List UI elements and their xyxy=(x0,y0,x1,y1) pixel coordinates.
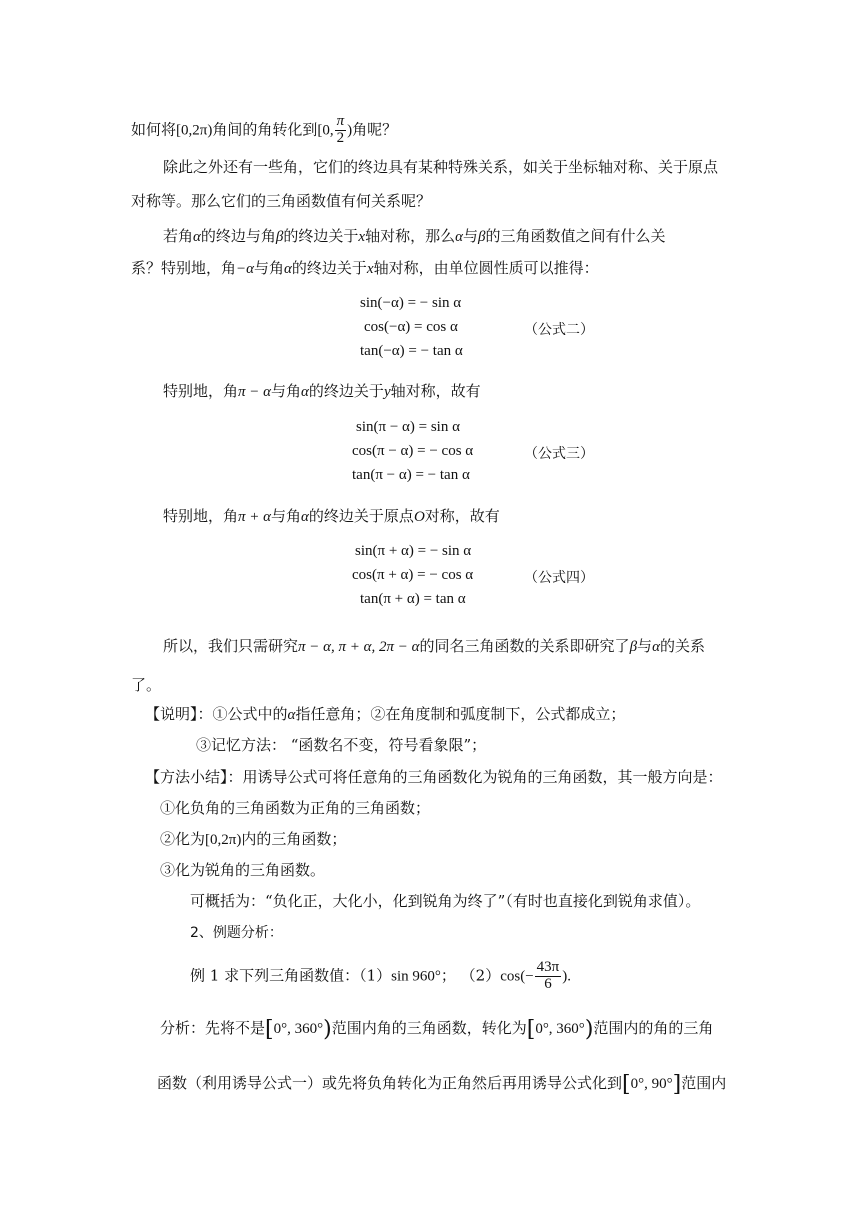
text: 范围内角的三角函数，转化为 xyxy=(331,1019,527,1037)
text: 指任意角；②在角度制和弧度制下，公式都成立； xyxy=(295,705,626,723)
range-0-90: 0°, 90° xyxy=(630,1076,673,1092)
text: 函数（利用诱导公式一）或先将负角转化为正角然后再用诱导公式化到 xyxy=(157,1074,623,1092)
formula-4-tan: tan(π + α) = tan α xyxy=(360,591,466,607)
text: 角间的角转化到 xyxy=(212,120,318,139)
alpha-symbol: α xyxy=(455,229,463,245)
formula-3-tan: tan(π − α) = − tan α xyxy=(352,467,470,483)
memory-method-line: ③记忆方法： “函数名不变，符号看象限”； xyxy=(196,736,487,754)
formula-3-sin: sin(π − α) = sin α xyxy=(356,419,460,435)
bracket-right: ] xyxy=(672,1072,682,1097)
text: 的终边关于 xyxy=(283,227,359,245)
alpha-symbol: α xyxy=(301,509,309,525)
interval-0-2pi: [0,2π) xyxy=(176,122,213,139)
text: 与角 xyxy=(271,507,302,525)
text: 【说明】：①公式中的 xyxy=(145,705,288,723)
text: 与 xyxy=(637,637,653,655)
text: 特别地，角 xyxy=(163,507,239,525)
bracket-left: [ xyxy=(265,1017,274,1042)
fraction-pi-over-2 xyxy=(335,114,347,147)
fraction-denominator: 6 xyxy=(544,975,552,992)
text: 的同名三角函数的关系即研究了 xyxy=(419,637,630,655)
text: 轴对称，由单位圆性质可以推得： xyxy=(373,259,599,277)
origin-symbol: O xyxy=(413,509,425,525)
text: 的终边关于 xyxy=(308,382,384,400)
paragraph-line xyxy=(163,382,481,401)
text: 的终边关于原点 xyxy=(308,507,414,525)
bracket-right: ) xyxy=(323,1017,332,1042)
method-step-3: ③化为锐角的三角函数。 xyxy=(160,861,326,879)
expr-cos-open: cos(− xyxy=(500,968,534,985)
method-summary-heading: 【方法小结】：用诱导公式可将任意角的三角函数化为锐角的三角函数，其一般方向是： xyxy=(145,768,723,786)
text: 轴对称，那么 xyxy=(365,227,456,245)
paragraph-line: 对称等。那么它们的三角函数值有何关系呢？ xyxy=(131,192,432,210)
alpha-symbol: α xyxy=(193,229,201,245)
period: . xyxy=(567,968,571,985)
formula-2-cos: cos(−α) = cos α xyxy=(364,319,458,335)
text: 内的三角函数； xyxy=(241,830,347,848)
text: 例 1 求下列三角函数值：（1） xyxy=(190,966,392,985)
example-1 xyxy=(190,960,571,993)
expr-sin-960: sin 960° xyxy=(391,968,441,985)
text: 范围内 xyxy=(681,1074,727,1092)
interval-end: ) xyxy=(347,122,353,139)
text: 角呢？ xyxy=(352,120,398,139)
text: 的关系 xyxy=(659,637,705,655)
y-symbol: y xyxy=(383,384,391,400)
paragraph-line: 除此之外还有一些角，它们的终边具有某种特殊关系，如关于坐标轴对称、关于原点 xyxy=(163,158,719,176)
text: 如何将 xyxy=(131,120,177,139)
text: 的终边关于 xyxy=(291,259,367,277)
note-line xyxy=(145,705,625,724)
beta-symbol: β xyxy=(275,229,284,245)
alpha-symbol: α xyxy=(652,639,660,655)
paragraph-line xyxy=(163,507,500,526)
text: ②化为 xyxy=(160,830,206,848)
alpha-symbol: α xyxy=(301,384,309,400)
alpha-symbol: α xyxy=(284,261,292,277)
formula-3-cos: cos(π − α) = − cos α xyxy=(352,443,474,459)
x-symbol: x xyxy=(358,229,366,245)
beta-symbol: β xyxy=(477,229,486,245)
paragraph-line xyxy=(131,259,599,278)
text: 与角 xyxy=(271,382,302,400)
interval-start: [0, xyxy=(317,122,334,139)
formula-3-tag: （公式三） xyxy=(524,446,594,462)
angle-list: π − α, π + α, 2π − α xyxy=(298,639,420,655)
fraction-numerator: π xyxy=(336,113,345,129)
text: 与角 xyxy=(254,259,285,277)
bracket-right: ) xyxy=(584,1017,594,1042)
fraction-denominator: 2 xyxy=(336,129,345,146)
negative-alpha: −α xyxy=(236,261,255,277)
interval-0-2pi: [0,2π) xyxy=(205,832,242,848)
formula-2-sin: sin(−α) = − sin α xyxy=(360,295,462,311)
formula-4-cos: cos(π + α) = − cos α xyxy=(352,567,474,583)
section-heading: 2、例题分析： xyxy=(190,925,283,941)
text: 的终边与角 xyxy=(200,227,276,245)
range-0-360: 0°, 360° xyxy=(535,1021,585,1037)
text: 对称，故有 xyxy=(424,507,500,525)
text: 所以，我们只需研究 xyxy=(163,637,299,655)
text: 系？特别地，角 xyxy=(131,259,237,277)
paragraph-line xyxy=(163,637,705,656)
fraction-43pi-over-6 xyxy=(535,960,562,993)
alpha-symbol: α xyxy=(287,707,296,723)
paragraph-line xyxy=(163,227,665,246)
angle-pi-plus-alpha: π + α xyxy=(238,509,272,525)
expr-cos-close: ) xyxy=(562,968,568,985)
angle-pi-minus-alpha: π − α xyxy=(238,384,272,400)
text: 与 xyxy=(462,227,478,245)
formula-2-tag: （公式二） xyxy=(524,322,594,338)
method-step-2 xyxy=(160,830,346,849)
text: 轴对称，故有 xyxy=(390,382,481,400)
text: 的三角函数值之间有什么关 xyxy=(485,227,666,245)
bracket-left: [ xyxy=(526,1017,536,1042)
text: 分析：先将不是 xyxy=(160,1019,266,1037)
text: 范围内的角的三角 xyxy=(593,1019,714,1037)
fraction-numerator: 43π xyxy=(536,959,560,975)
formula-4-tag: （公式四） xyxy=(524,570,594,586)
summary-line: 可概括为：“负化正，大化小，化到锐角为终了”（有时也直接化到锐角求值）。 xyxy=(190,892,701,910)
analysis-line xyxy=(160,1017,713,1043)
paragraph-line: 了。 xyxy=(131,676,162,694)
question-line xyxy=(131,114,397,147)
analysis-line xyxy=(157,1072,726,1098)
x-symbol: x xyxy=(366,261,374,277)
bracket-left: [ xyxy=(622,1072,631,1097)
beta-symbol: β xyxy=(629,639,638,655)
method-step-1: ①化负角的三角函数为正角的三角函数； xyxy=(160,799,431,817)
text: 特别地，角 xyxy=(163,382,239,400)
range-0-360: 0°, 360° xyxy=(273,1021,324,1037)
formula-2-tan: tan(−α) = − tan α xyxy=(360,343,463,359)
text: 若角 xyxy=(163,227,194,245)
text: ； （2） xyxy=(440,966,501,985)
formula-4-sin: sin(π + α) = − sin α xyxy=(355,543,472,559)
